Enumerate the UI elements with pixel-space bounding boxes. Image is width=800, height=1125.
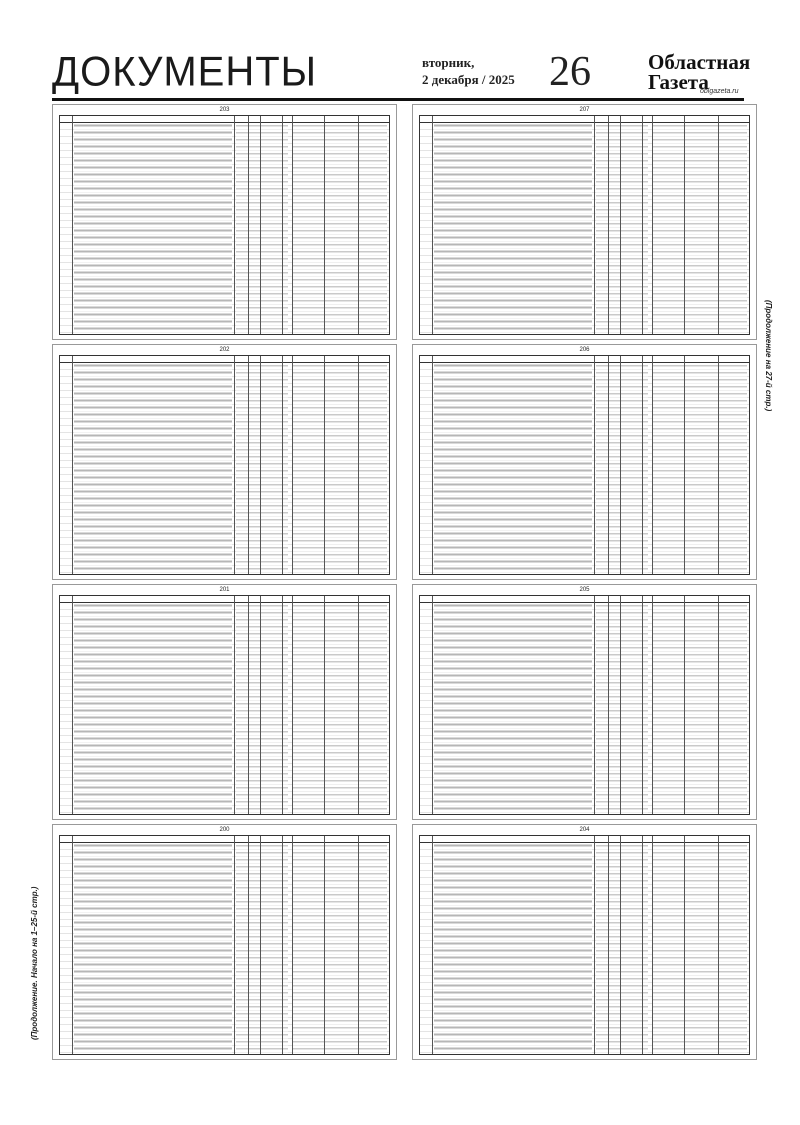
panel-page-number: 202 xyxy=(219,347,230,353)
budget-table xyxy=(59,835,390,1055)
document-panel-202 xyxy=(52,344,397,580)
issue-weekday: вторник, xyxy=(422,55,475,70)
budget-table xyxy=(59,115,390,335)
paper-name-line2: Газета xyxy=(648,70,709,94)
panel-page-number: 205 xyxy=(579,587,590,593)
budget-table xyxy=(59,595,390,815)
document-panel-204 xyxy=(412,824,757,1060)
budget-table xyxy=(59,355,390,575)
document-panel-205 xyxy=(412,584,757,820)
continued-from-note: (Продолжение. Начало на 1–25-й стр.) xyxy=(30,886,39,1040)
masthead xyxy=(52,48,751,100)
document-panel-200 xyxy=(52,824,397,1060)
document-panel-206 xyxy=(412,344,757,580)
budget-table xyxy=(419,355,750,575)
panel-page-number: 200 xyxy=(219,827,230,833)
page-number: 26 xyxy=(549,49,591,95)
budget-table xyxy=(419,595,750,815)
document-panel-201 xyxy=(52,584,397,820)
paper-site: oblgazeta.ru xyxy=(700,88,739,95)
masthead-rule xyxy=(52,98,744,101)
budget-table xyxy=(419,115,750,335)
paper-name-line1: Областная xyxy=(648,50,751,74)
panel-page-number: 201 xyxy=(219,587,230,593)
issue-date xyxy=(422,54,515,88)
panel-page-number: 204 xyxy=(579,827,590,833)
continued-on-note: (Продолжение на 27-й стр.) xyxy=(764,300,773,412)
paper-name xyxy=(648,52,750,92)
issue-day: 2 декабря / 2025 xyxy=(422,72,515,87)
section-title: ДОКУМЕНТЫ xyxy=(52,48,318,96)
panel-page-number: 206 xyxy=(579,347,590,353)
panel-page-number: 203 xyxy=(219,107,230,113)
panel-page-number: 207 xyxy=(579,107,590,113)
document-panel-207 xyxy=(412,104,757,340)
document-panel-203 xyxy=(52,104,397,340)
budget-table xyxy=(419,835,750,1055)
